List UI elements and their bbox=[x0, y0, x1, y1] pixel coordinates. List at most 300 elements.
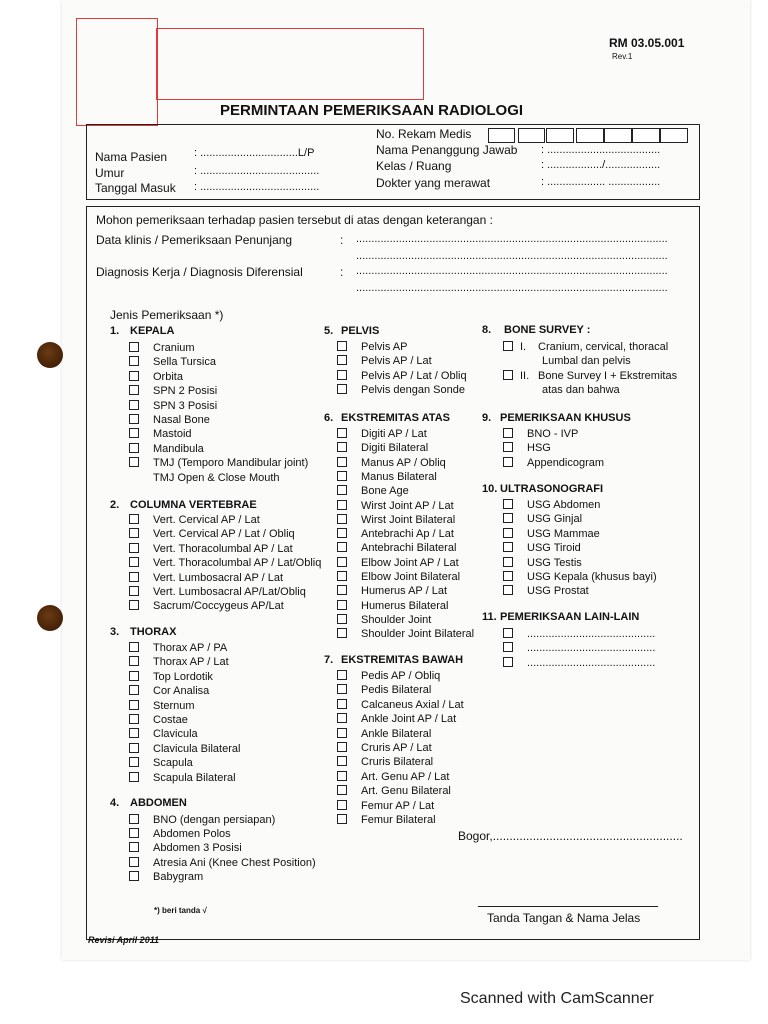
checkbox[interactable] bbox=[129, 842, 139, 852]
data-klinis-label: Data klinis / Pemeriksaan Penunjang bbox=[96, 233, 293, 247]
exam-item-label: HSG bbox=[527, 442, 551, 455]
checkbox[interactable] bbox=[337, 471, 347, 481]
exam-item[interactable] bbox=[337, 340, 407, 354]
rekam-medis-box-4[interactable] bbox=[576, 128, 604, 143]
checkbox[interactable] bbox=[337, 442, 347, 452]
exam-item-label: Nasal Bone bbox=[153, 414, 210, 426]
exam-item[interactable] bbox=[337, 613, 431, 627]
exam-item[interactable] bbox=[129, 355, 216, 369]
checkbox[interactable] bbox=[337, 785, 347, 795]
exam-item-label: Calcaneus Axial / Lat bbox=[361, 698, 464, 711]
exam-item[interactable] bbox=[503, 541, 581, 555]
section-title-kepala bbox=[110, 325, 174, 337]
checkbox[interactable] bbox=[129, 600, 139, 610]
exam-item[interactable] bbox=[129, 513, 260, 527]
checkbox[interactable] bbox=[337, 355, 347, 365]
tanggal-masuk-field[interactable]: : ....................................... bbox=[194, 181, 320, 193]
exam-item[interactable] bbox=[129, 427, 192, 441]
exam-item[interactable] bbox=[129, 527, 295, 541]
exam-item[interactable] bbox=[337, 369, 467, 383]
exam-item[interactable] bbox=[129, 413, 210, 427]
exam-item[interactable] bbox=[129, 399, 217, 413]
signature-line[interactable] bbox=[478, 906, 658, 907]
checkbox[interactable] bbox=[129, 685, 139, 695]
exam-item[interactable] bbox=[129, 813, 275, 827]
checkbox[interactable] bbox=[337, 728, 347, 738]
section-title-abdomen bbox=[110, 797, 187, 809]
exam-item[interactable] bbox=[129, 727, 198, 741]
rekam-medis-box-7[interactable] bbox=[660, 128, 688, 143]
checkbox[interactable] bbox=[129, 371, 139, 381]
exam-item[interactable] bbox=[129, 456, 308, 470]
diagnosis-line-1[interactable]: ...................................................................................................... bbox=[356, 265, 668, 277]
exam-item[interactable] bbox=[503, 427, 578, 441]
section-title-text: ABDOMEN bbox=[130, 797, 187, 809]
exam-item[interactable] bbox=[503, 656, 655, 670]
checkbox[interactable] bbox=[129, 828, 139, 838]
exam-item[interactable] bbox=[129, 742, 240, 756]
exam-item[interactable] bbox=[337, 770, 449, 784]
exam-item[interactable] bbox=[503, 512, 582, 526]
section-title-text: COLUMNA VERTEBRAE bbox=[130, 499, 257, 511]
exam-item[interactable] bbox=[129, 827, 231, 841]
checkbox[interactable] bbox=[337, 699, 347, 709]
checkbox[interactable] bbox=[129, 700, 139, 710]
checkbox[interactable] bbox=[503, 457, 513, 467]
exam-item[interactable] bbox=[337, 354, 432, 368]
checkbox[interactable] bbox=[129, 385, 139, 395]
punch-hole-bottom bbox=[37, 605, 63, 631]
checkbox[interactable] bbox=[337, 756, 347, 766]
diagnosis-label: Diagnosis Kerja / Diagnosis Diferensial bbox=[96, 265, 303, 279]
exam-item-label: Manus AP / Obliq bbox=[361, 456, 446, 469]
checkbox[interactable] bbox=[337, 571, 347, 581]
exam-item[interactable] bbox=[129, 542, 293, 556]
exam-item[interactable] bbox=[337, 527, 454, 541]
exam-item[interactable] bbox=[129, 699, 195, 713]
exam-item[interactable] bbox=[337, 456, 446, 470]
section-number: 7. bbox=[324, 654, 334, 666]
checkbox[interactable] bbox=[337, 457, 347, 467]
data-klinis-colon: : bbox=[340, 233, 344, 247]
section-number: 6. bbox=[324, 412, 334, 424]
section-number: 4. bbox=[110, 797, 120, 809]
section-number: 3. bbox=[110, 626, 120, 638]
exam-item[interactable] bbox=[337, 784, 451, 798]
kelas-ruang-field[interactable]: : ................../.................. bbox=[541, 159, 661, 171]
checkbox[interactable] bbox=[503, 528, 513, 538]
checkbox[interactable] bbox=[129, 671, 139, 681]
exam-item-label: Abdomen Polos bbox=[153, 828, 231, 841]
checkbox[interactable] bbox=[129, 757, 139, 767]
bogor-date-line[interactable]: Bogor,......................................................... bbox=[458, 829, 683, 843]
exam-item[interactable] bbox=[337, 599, 448, 613]
exam-item[interactable] bbox=[337, 541, 456, 555]
penanggung-jawab-label: Nama Penanggung Jawab bbox=[376, 143, 518, 157]
checkbox[interactable] bbox=[129, 457, 139, 467]
page-title: PERMINTAAN PEMERIKSAAN RADIOLOGI bbox=[220, 102, 524, 119]
exam-item[interactable] bbox=[129, 585, 306, 599]
section-title-ekstremitas-bawah bbox=[324, 654, 463, 666]
checkbox[interactable] bbox=[337, 542, 347, 552]
exam-item[interactable] bbox=[129, 384, 217, 398]
exam-item[interactable] bbox=[129, 870, 203, 884]
exam-item[interactable] bbox=[337, 627, 474, 641]
exam-item[interactable] bbox=[337, 698, 464, 712]
exam-item-label: Ankle Bilateral bbox=[361, 727, 432, 740]
roman-numeral: II. bbox=[520, 370, 530, 382]
tanggal-masuk-label: Tanggal Masuk bbox=[95, 181, 176, 195]
exam-item-label: Vert. Thoracolumbal AP / Lat/Obliq bbox=[153, 557, 322, 570]
checkbox[interactable] bbox=[337, 557, 347, 567]
checkbox[interactable] bbox=[503, 542, 513, 552]
exam-item-label: Mandibula bbox=[153, 442, 204, 455]
exam-item-label: Thorax AP / PA bbox=[153, 642, 228, 654]
rekam-medis-box-1[interactable] bbox=[488, 128, 515, 143]
checkbox[interactable] bbox=[129, 543, 139, 553]
diagnosis-colon: : bbox=[340, 265, 344, 279]
exam-item[interactable] bbox=[129, 856, 316, 870]
checkbox[interactable] bbox=[337, 814, 347, 824]
section-title-ekstremitas-atas bbox=[324, 412, 450, 424]
exam-item-label: Clavicula Bilateral bbox=[153, 742, 241, 755]
exam-item-label: Antebrachi Bilateral bbox=[361, 542, 457, 555]
exam-item[interactable] bbox=[337, 570, 460, 584]
checkbox[interactable] bbox=[129, 642, 139, 652]
rekam-medis-label: No. Rekam Medis bbox=[376, 127, 472, 141]
section-title-text: EKSTREMITAS ATAS bbox=[341, 412, 450, 424]
exam-item[interactable] bbox=[129, 771, 236, 785]
section-title-pelvis bbox=[324, 325, 379, 337]
checkbox[interactable] bbox=[503, 370, 513, 380]
exam-item[interactable] bbox=[337, 727, 431, 741]
section-number: 1. bbox=[110, 325, 120, 337]
checkbox[interactable] bbox=[129, 428, 139, 438]
exam-item-extra: TMJ Open & Close Mouth bbox=[153, 471, 280, 484]
exam-item-label: Humerus AP / Lat bbox=[361, 585, 448, 598]
diagnosis-line-2[interactable]: ...................................................................................................... bbox=[356, 282, 668, 294]
checkbox[interactable] bbox=[337, 800, 347, 810]
exam-item[interactable] bbox=[129, 341, 195, 355]
exam-item[interactable] bbox=[503, 527, 600, 541]
exam-item-label: Appendicogram bbox=[527, 456, 605, 469]
exam-item[interactable] bbox=[129, 370, 183, 384]
section-title-text: PEMERIKSAAN LAIN-LAIN bbox=[500, 611, 640, 623]
exam-item-label: Sacrum/Coccygeus AP/Lat bbox=[153, 600, 284, 613]
exam-item[interactable] bbox=[503, 584, 589, 598]
nama-pasien-field[interactable]: : ................................L/P bbox=[194, 147, 315, 159]
checkbox[interactable] bbox=[129, 586, 139, 596]
section-title-text: KEPALA bbox=[130, 325, 175, 337]
exam-item-label: Abdomen 3 Posisi bbox=[153, 842, 242, 855]
roman-numeral: I. bbox=[520, 341, 527, 353]
exam-item-label: Mastoid bbox=[153, 428, 192, 441]
exam-item-label: Ankle Joint AP / Lat bbox=[361, 713, 457, 726]
exam-item-label: Cranium, cervical, thoracal bbox=[538, 341, 669, 353]
exam-item[interactable] bbox=[503, 556, 582, 570]
exam-item-label: Wirst Joint Bilateral bbox=[361, 513, 456, 526]
exam-item[interactable] bbox=[337, 584, 447, 598]
section-title-text: PEMERIKSAAN KHUSUS bbox=[500, 412, 631, 424]
exam-item-label: Top Lordotik bbox=[153, 670, 213, 683]
kelas-ruang-label: Kelas / Ruang bbox=[376, 159, 452, 173]
section-title-text: BONE SURVEY : bbox=[504, 324, 591, 336]
check-note: *) beri tanda √ bbox=[154, 906, 207, 915]
checkbox[interactable] bbox=[129, 557, 139, 567]
section-title-pemeriksaan-khusus bbox=[482, 412, 631, 424]
exam-item[interactable] bbox=[337, 683, 431, 697]
request-intro: Mohon pemeriksaan terhadap pasien tersebut di atas dengan keterangan : bbox=[96, 213, 493, 227]
exam-item-label: Art. Genu AP / Lat bbox=[361, 770, 450, 783]
exam-item[interactable] bbox=[337, 712, 456, 726]
exam-item-label: Pelvis dengan Sonde bbox=[361, 384, 465, 397]
checkbox[interactable] bbox=[337, 514, 347, 524]
exam-item[interactable] bbox=[129, 556, 321, 570]
checkbox[interactable] bbox=[129, 514, 139, 524]
redaction-box-logo bbox=[76, 18, 158, 126]
section-title-thorax bbox=[110, 626, 176, 638]
checkbox[interactable] bbox=[337, 670, 347, 680]
exam-item[interactable] bbox=[337, 383, 465, 397]
checkbox[interactable] bbox=[337, 614, 347, 624]
exam-item[interactable] bbox=[129, 571, 283, 585]
exam-item-label: Antebrachi Ap / Lat bbox=[361, 528, 454, 541]
checkbox[interactable] bbox=[503, 428, 513, 438]
checkbox[interactable] bbox=[337, 341, 347, 351]
exam-item[interactable] bbox=[337, 556, 459, 570]
exam-item-label: Humerus Bilateral bbox=[361, 599, 449, 612]
exam-item[interactable] bbox=[129, 841, 242, 855]
checkbox[interactable] bbox=[129, 857, 139, 867]
exam-item-label: .......................................... bbox=[527, 628, 656, 640]
rekam-medis-box-2[interactable] bbox=[518, 128, 545, 143]
checkbox[interactable] bbox=[337, 684, 347, 694]
exam-item-label: TMJ (Temporo Mandibular joint) bbox=[153, 457, 309, 470]
checkbox[interactable] bbox=[129, 414, 139, 424]
exam-item[interactable] bbox=[337, 470, 437, 484]
exam-item-label: Pelvis AP / Lat bbox=[361, 355, 432, 368]
exam-item[interactable] bbox=[129, 442, 204, 456]
data-klinis-line-1[interactable]: ...................................................................................................... bbox=[356, 233, 668, 245]
exam-item-label: Femur Bilateral bbox=[361, 814, 436, 826]
exam-item[interactable] bbox=[129, 684, 209, 698]
exam-item[interactable] bbox=[337, 799, 434, 813]
exam-item-bone-survey-1[interactable] bbox=[503, 340, 668, 354]
checkbox[interactable] bbox=[337, 742, 347, 752]
data-klinis-line-2[interactable]: ...................................................................................................... bbox=[356, 250, 668, 262]
exam-item[interactable] bbox=[129, 756, 193, 770]
exam-item-label: Wirst Joint AP / Lat bbox=[361, 499, 454, 512]
checkbox[interactable] bbox=[129, 400, 139, 410]
exam-item-label: Elbow Joint Bilateral bbox=[361, 571, 461, 583]
umur-field[interactable]: : ....................................... bbox=[194, 165, 320, 177]
exam-item-label: Bone Age bbox=[361, 485, 409, 498]
exam-item-label: Digiti Bilateral bbox=[361, 442, 429, 455]
exam-item[interactable] bbox=[503, 627, 655, 641]
dokter-field[interactable]: : ................... ................. bbox=[541, 176, 661, 188]
exam-item[interactable] bbox=[503, 498, 600, 512]
exam-item-bone-survey-2[interactable] bbox=[503, 369, 677, 383]
exam-item-label: USG Abdomen bbox=[527, 499, 601, 511]
checkbox[interactable] bbox=[503, 628, 513, 638]
exam-item-label: Pelvis AP bbox=[361, 341, 408, 353]
exam-item-label: Vert. Lumbosacral AP/Lat/Obliq bbox=[153, 586, 306, 598]
exam-item-label: USG Mammae bbox=[527, 527, 600, 540]
exam-item[interactable] bbox=[503, 456, 604, 470]
exam-item-label: .......................................... bbox=[527, 642, 656, 655]
section-title-bone-survey bbox=[482, 324, 590, 336]
exam-item[interactable] bbox=[337, 441, 428, 455]
exam-item[interactable] bbox=[129, 713, 188, 727]
exam-item-label: Manus Bilateral bbox=[361, 470, 437, 483]
exam-item[interactable] bbox=[129, 655, 229, 669]
checkbox[interactable] bbox=[337, 370, 347, 380]
exam-item[interactable] bbox=[337, 755, 433, 769]
checkbox[interactable] bbox=[129, 656, 139, 666]
exam-item-label: Scapula bbox=[153, 757, 193, 770]
exam-item-label: BNO (dengan persiapan) bbox=[153, 814, 276, 826]
exam-item-label: Vert. Cervical AP / Lat / Obliq bbox=[153, 528, 295, 541]
exam-item-label: Cruris AP / Lat bbox=[361, 742, 432, 754]
exam-item-label: Art. Genu Bilateral bbox=[361, 785, 451, 798]
exam-item[interactable] bbox=[503, 441, 551, 455]
checkbox[interactable] bbox=[337, 500, 347, 510]
checkbox[interactable] bbox=[503, 642, 513, 652]
nama-pasien-label: Nama Pasien bbox=[95, 150, 168, 164]
revision-note: Revisi April 2011 bbox=[88, 935, 160, 945]
exam-item-label: Sella Tursica bbox=[153, 356, 216, 369]
checkbox[interactable] bbox=[129, 342, 139, 352]
redaction-box-name bbox=[156, 28, 424, 100]
section-number: 8. bbox=[482, 324, 492, 336]
exam-item[interactable] bbox=[337, 513, 455, 527]
punch-hole-top bbox=[37, 342, 63, 368]
section-number: 11. bbox=[482, 611, 497, 623]
checkbox[interactable] bbox=[337, 528, 347, 538]
exam-item-label: Thorax AP / Lat bbox=[153, 656, 229, 669]
exam-item-label: Costae bbox=[153, 714, 188, 726]
exam-item-label: Shoulder Joint bbox=[361, 613, 432, 626]
form-revision: Rev.1 bbox=[612, 52, 633, 61]
exam-item-label: SPN 3 Posisi bbox=[153, 399, 218, 412]
exam-item-label: Sternum bbox=[153, 699, 195, 712]
checkbox[interactable] bbox=[337, 428, 347, 438]
exam-item-label: Femur AP / Lat bbox=[361, 799, 435, 812]
checkbox[interactable] bbox=[129, 443, 139, 453]
checkbox[interactable] bbox=[337, 628, 347, 638]
section-title-text: THORAX bbox=[130, 626, 177, 638]
exam-item-label: Pelvis AP / Lat / Obliq bbox=[361, 369, 467, 382]
exam-item-label: Shoulder Joint Bilateral bbox=[361, 628, 475, 641]
exam-item[interactable] bbox=[337, 669, 440, 683]
exam-item[interactable] bbox=[337, 499, 454, 513]
exam-item[interactable] bbox=[129, 599, 284, 613]
penanggung-jawab-field[interactable]: : ..................................... bbox=[541, 144, 661, 156]
checkbox[interactable] bbox=[129, 871, 139, 881]
exam-item[interactable] bbox=[129, 670, 213, 684]
exam-item-label: Scapula Bilateral bbox=[153, 771, 236, 784]
exam-item-label: Cranium bbox=[153, 342, 195, 354]
exam-item-label: Atresia Ani (Knee Chest Position) bbox=[153, 856, 316, 869]
section-number: 2. bbox=[110, 499, 120, 511]
checkbox[interactable] bbox=[129, 714, 139, 724]
exam-item[interactable] bbox=[337, 813, 436, 827]
exam-item-label: USG Ginjal bbox=[527, 513, 583, 526]
checkbox[interactable] bbox=[503, 513, 513, 523]
checkbox[interactable] bbox=[129, 728, 139, 738]
exam-item-label: Pedis AP / Obliq bbox=[361, 670, 441, 682]
section-title-text: PELVIS bbox=[341, 325, 380, 337]
form-code: RM 03.05.001 bbox=[609, 36, 685, 50]
signature-label: Tanda Tangan & Nama Jelas bbox=[487, 911, 641, 925]
exam-item-label: Vert. Thoracolumbal AP / Lat bbox=[153, 542, 293, 555]
checkbox[interactable] bbox=[337, 384, 347, 394]
exam-item-label: Vert. Lumbosacral AP / Lat bbox=[153, 571, 284, 584]
camscanner-watermark: Scanned with CamScanner bbox=[460, 990, 654, 1007]
rekam-medis-box-3[interactable] bbox=[546, 128, 574, 143]
exam-item-label: USG Kepala (khusus bayi) bbox=[527, 571, 657, 583]
checkbox[interactable] bbox=[129, 772, 139, 782]
checkbox[interactable] bbox=[129, 743, 139, 753]
checkbox[interactable] bbox=[503, 499, 513, 509]
exam-item[interactable] bbox=[337, 741, 432, 755]
checkbox[interactable] bbox=[337, 771, 347, 781]
section-title-text: EKSTREMITAS BAWAH bbox=[341, 654, 464, 666]
checkbox[interactable] bbox=[129, 356, 139, 366]
exam-item-label: Digiti AP / Lat bbox=[361, 428, 427, 440]
exam-item-label: USG Testis bbox=[527, 556, 582, 569]
checkbox[interactable] bbox=[129, 814, 139, 824]
section-number: 10. bbox=[482, 483, 498, 495]
exam-item-label: USG Prostat bbox=[527, 585, 589, 598]
section-number: 9. bbox=[482, 412, 492, 424]
exam-item-label: Bone Survey I + Ekstremitas bbox=[538, 370, 678, 382]
exam-item-label: Babygram bbox=[153, 870, 204, 883]
exam-item-bone-survey-1-cont: Lumbal dan pelvis bbox=[542, 355, 631, 367]
exam-item[interactable] bbox=[503, 641, 655, 655]
exam-item-label: USG Tiroid bbox=[527, 542, 581, 555]
checkbox[interactable] bbox=[337, 585, 347, 595]
checkbox[interactable] bbox=[337, 713, 347, 723]
checkbox[interactable] bbox=[503, 585, 513, 595]
checkbox[interactable] bbox=[129, 572, 139, 582]
exam-item[interactable] bbox=[129, 641, 227, 655]
rekam-medis-box-5[interactable] bbox=[604, 128, 632, 143]
exam-item-label: SPN 2 Posisi bbox=[153, 385, 218, 398]
checkbox[interactable] bbox=[503, 442, 513, 452]
jenis-pemeriksaan-label: Jenis Pemeriksaan *) bbox=[110, 308, 224, 322]
exam-item-label: Cor Analisa bbox=[153, 685, 210, 698]
checkbox[interactable] bbox=[337, 485, 347, 495]
exam-item[interactable] bbox=[337, 427, 427, 441]
rekam-medis-box-6[interactable] bbox=[632, 128, 660, 143]
exam-item-label: Vert. Cervical AP / Lat bbox=[153, 514, 260, 526]
checkbox[interactable] bbox=[503, 557, 513, 567]
exam-item-label: Pedis Bilateral bbox=[361, 684, 432, 697]
checkbox[interactable] bbox=[503, 571, 513, 581]
checkbox[interactable] bbox=[337, 600, 347, 610]
exam-item-bone-survey-2-cont: atas dan bahwa bbox=[542, 384, 620, 396]
checkbox[interactable] bbox=[129, 528, 139, 538]
exam-item-label: Clavicula bbox=[153, 728, 198, 741]
section-title-text: ULTRASONOGRAFI bbox=[500, 483, 604, 495]
checkbox[interactable] bbox=[503, 341, 513, 351]
exam-item[interactable] bbox=[503, 570, 657, 584]
section-title-ultrasonografi bbox=[482, 483, 603, 495]
section-title-pemeriksaan-lain-lain bbox=[482, 611, 639, 623]
checkbox[interactable] bbox=[503, 657, 513, 667]
exam-item[interactable] bbox=[337, 484, 409, 498]
